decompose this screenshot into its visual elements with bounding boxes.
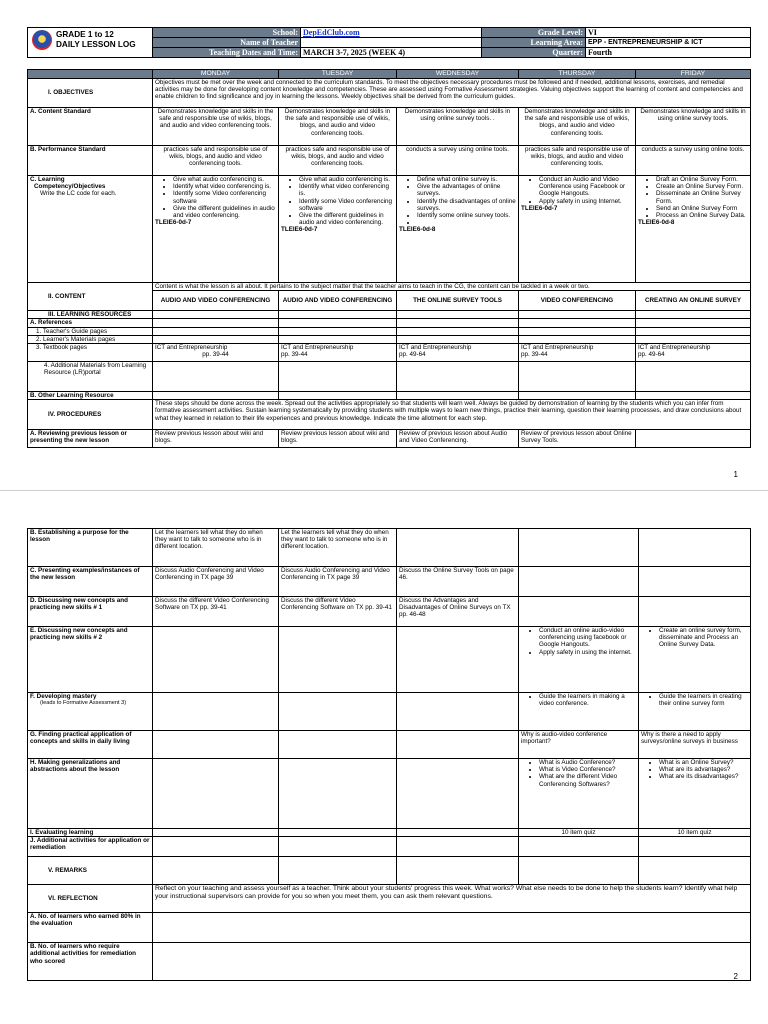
remarks-label: V. REMARKS <box>28 857 153 885</box>
content-topic-wed: THE ONLINE SURVEY TOOLS <box>397 291 519 311</box>
review-label: A. Reviewing previous lesson or presenting the new lesson <box>28 430 153 448</box>
generalization-label: H. Making generalizations and abstractions about the lesson <box>28 759 153 829</box>
day-friday: FRIDAY <box>636 70 751 79</box>
learning-resources-label: III. LEARNING RESOURCES <box>28 311 153 319</box>
generalization-thu: • What is Audio Conference? • What is Video Conference? • What are the different Video Conferencing Softwares? <box>519 759 639 829</box>
content-label: II. CONTENT <box>28 283 153 311</box>
header-blank <box>28 70 153 79</box>
discuss-1-fri <box>639 597 751 627</box>
dates-value: MARCH 3-7, 2025 (WEEK 4) <box>301 48 482 58</box>
lesson-table-page-2 <box>27 528 751 981</box>
learning-area-value: EPP - ENTREPRENEURSHIP & ICT <box>586 38 751 48</box>
procedures-label: IV. PROCEDURES <box>28 400 153 430</box>
performance-standard-thu: practices safe and responsible use of wikis, blogs, and audio and video conferencing tools. <box>519 146 636 176</box>
discuss-1-label: D. Discussing new concepts and practicing new skills # 1 <box>28 597 153 627</box>
additional-activities-label: J. Additional activities for application or remediation <box>28 837 153 857</box>
teacher-value <box>301 38 482 48</box>
lc-code: TLEIE6-0d-7 <box>281 226 318 234</box>
content-standard-mon: Demonstrates knowledge and skills in the safe and responsible use of wikis, blogs, and audio and video conferencing tools. <box>153 108 279 146</box>
generalization-fri: • What is an Online Survey? • What are its advantages? • What are its disadvantages? <box>639 759 751 829</box>
competency-list: • Draft an Online Survey Form. • Create an Online Survey Form. • Disseminate an Online Survey Form. • Send an Online Survey Form • Process an Online Survey Data. <box>638 176 748 219</box>
purpose-label: B. Establishing a purpose for the lesson <box>28 529 153 567</box>
school-label: School: <box>153 28 301 38</box>
references-label: A. References <box>28 319 153 327</box>
competency-list: • Give what audio conferencing is. • Identify what video conferencing is. • Identify some Video conferencing software • Give the different guidelines in audio and video conferencing. <box>155 176 276 219</box>
content-standard-tue: Demonstrates knowledge and skills in the safe and responsible use of wikis, blogs, and audio and video conferencing tools. <box>279 108 397 146</box>
learning-area-label: Learning Area: <box>482 38 586 48</box>
textbook-thu: ICT and Entrepreneurship pp. 39-44 <box>519 344 636 362</box>
mastery-fri: • Guide the learners in creating their online survey form <box>639 693 751 731</box>
content-standard-thu: Demonstrates knowledge and skills in the safe and responsible use of wikis, blogs, and audio and video conferencing tools. <box>519 108 636 146</box>
page-number: 2 <box>733 972 738 981</box>
school-link[interactable]: DepEdClub.com <box>301 28 482 38</box>
teacher-label: Name of Teacher <box>153 38 301 48</box>
discuss-2-fri: • Create an online survey form, disseminate and Process an Online Survey Data. <box>639 627 751 693</box>
content-topic-tue: AUDIO AND VIDEO CONFERENCING <box>279 291 397 311</box>
content-standard-label: A. Content Standard <box>28 108 153 146</box>
lesson-table-page-1 <box>27 69 751 448</box>
evaluating-fri: 10 item quiz <box>639 829 751 837</box>
purpose-wed <box>397 529 519 567</box>
quarter-value: Fourth <box>586 48 751 58</box>
examples-label: C. Presenting examples/instances of the new lesson <box>28 567 153 597</box>
lc-code: TLEIE6-0d-8 <box>399 226 436 234</box>
textbook-mon: ICT and Entrepreneurship pp. 39-44 <box>153 344 279 362</box>
discuss-1-wed: Discuss the Advantages and Disadvantages of Online Surveys on TX pp. 46-48 <box>397 597 519 627</box>
day-thursday: THURSDAY <box>519 70 636 79</box>
mastery-label: F. Developing mastery (leads to Formative Assessment 3) <box>28 693 153 731</box>
day-wednesday: WEDNESDAY <box>397 70 519 79</box>
other-resource-label: B. Other Learning Resource <box>28 392 153 400</box>
mastery-thu: • Guide the learners in making a video conference. <box>519 693 639 731</box>
competency-list: • Give what audio conferencing is. • Identify what video conferencing is. • Identify some Video conferencing software • Give the different guidelines in audio and video conferencing. <box>281 176 394 226</box>
examples-mon: Discuss Audio Conferencing and Video Conferencing in TX page 39 <box>153 567 279 597</box>
teachers-guide-label: 1. Teacher's Guide pages <box>28 327 153 335</box>
grade-level-value: VI <box>586 28 751 38</box>
objectives-text: Objectives must be met over the week and connected to the curriculum standards. To meet the objectives necessary procedures must be followed and if needed, additional lessons, exercises, and remedial activities may be done for developing content knowledge and competencies. These are assessed using Formative Assessment strategies. Valuing objectives support the learning of content and competencies and enable children to find significance and joy in learning the lessons. Weekly objectives shall be derived from the curriculum guides. <box>153 79 751 108</box>
purpose-thu <box>519 529 639 567</box>
examples-thu <box>519 567 639 597</box>
content-note: Content is what the lesson is all about. It pertains to the subject matter that the teacher aims to teach in the CG, the content can be tackled in a week or two. <box>153 283 751 291</box>
competency-list: • Define what online survey is. • Give the advantages of online surveys. • Identify the disadvantages of online surveys. • Identify some online survey tools. • <box>399 176 516 226</box>
review-thu: Review of previous lesson about Online Survey Tools. <box>519 430 636 448</box>
page-gap <box>0 490 768 523</box>
discuss-2-label: E. Discussing new concepts and practicing new skills # 2 <box>28 627 153 693</box>
discuss-1-thu <box>519 597 639 627</box>
grade-level-label: Grade Level: <box>482 28 586 38</box>
competency-tue <box>279 176 397 283</box>
review-mon: Review previous lesson about wiki and blogs. <box>153 430 279 448</box>
textbook-fri: ICT and Entrepreneurship pp. 49-64 <box>636 344 751 362</box>
performance-standard-label: B. Performance Standard <box>28 146 153 176</box>
earned-80-label: A. No. of learners who earned 80% in the evaluation <box>28 913 153 943</box>
page-1 <box>0 0 768 490</box>
lc-code: TLEIE6-0d-8 <box>638 219 675 227</box>
lc-code: TLEIE6-0d-7 <box>521 204 558 212</box>
examples-fri <box>639 567 751 597</box>
competency-list: • Conduct an Audio and Video Conference using Facebook or Google Hangouts. • Apply safety in using Internet. <box>521 176 633 205</box>
learners-materials-label: 2. Learner's Materials pages <box>28 335 153 343</box>
reflection-text: Reflect on your teaching and assess yourself as a teacher. Think about your students' progress this week. What works? What else needs to be done to help the students learn? Identify what help your instructional supervisors can provide for you so when you meet them, you can ask them relevant questions. <box>153 885 751 913</box>
practical-fri: Why is there a need to apply surveys/online surveys in business <box>639 731 751 759</box>
document-title: GRADE 1 to 12 DAILY LESSON LOG <box>56 30 136 49</box>
lc-code: TLEIE6-0d-7 <box>155 219 192 227</box>
header-info-table <box>27 27 751 58</box>
performance-standard-mon: practices safe and responsible use of wikis, blogs, and audio and video conferencing tools. <box>153 146 279 176</box>
practical-thu: Why is audio-video conference important? <box>519 731 639 759</box>
examples-tue: Discuss Audio Conferencing and Video Conferencing in TX page 39 <box>279 567 397 597</box>
purpose-mon: Let the learners tell what they do when they want to talk to someone who is in different location. <box>153 529 279 567</box>
content-topic-thu: VIDEO CONFERENCING <box>519 291 636 311</box>
discuss-1-tue: Discuss the different Video Conferencing Software on TX pp. 39-41 <box>279 597 397 627</box>
quarter-label: Quarter: <box>482 48 586 58</box>
review-wed: Review of previous lesson about Audio and Video Conferencing. <box>397 430 519 448</box>
review-tue: Review previous lesson about wiki and blogs. <box>279 430 397 448</box>
content-topic-mon: AUDIO AND VIDEO CONFERENCING <box>153 291 279 311</box>
purpose-tue: Let the learners tell what they do when they want to talk to someone who is in different location. <box>279 529 397 567</box>
day-monday: MONDAY <box>153 70 279 79</box>
content-topic-fri: CREATING AN ONLINE SURVEY <box>636 291 751 311</box>
competency-mon <box>153 176 279 283</box>
additional-materials-label: 4. Additional Materials from Learning Resource (LR)portal <box>28 362 153 392</box>
objectives-label: I. OBJECTIVES <box>28 79 153 108</box>
evaluating-thu: 10 item quiz <box>519 829 639 837</box>
content-standard-wed: Demonstrates knowledge and skills in using online survey tools. . <box>397 108 519 146</box>
practical-label: G. Finding practical application of concepts and skills in daily living <box>28 731 153 759</box>
procedures-text: These steps should be done across the week. Spread out the activities appropriately so that students will learn well. Always be guided by demonstration of learning by the students which you can infer from formative assessment activities. Sustain learning systematically by providing students with multiple ways to learn new things, practice their learning, question their learning processes, and draw conclusions about what they learned in relation to their life experiences and previous knowledge. Indicate the time allotment for each step. <box>153 400 751 430</box>
discuss-2-thu: • Conduct an online audio-video conferencing using facebook or Google Hangouts. • Apply safety in using the internet. <box>519 627 639 693</box>
competency-thu <box>519 176 636 283</box>
competency-fri <box>636 176 751 283</box>
textbook-wed: ICT and Entrepreneurship pp. 49-64 <box>397 344 519 362</box>
learning-competency-label: C. Learning Competency/Objectives Write the LC code for each. <box>28 176 153 283</box>
competency-wed <box>397 176 519 283</box>
page-2 <box>0 522 768 1024</box>
reflection-label: VI. REFLECTION <box>28 885 153 913</box>
review-fri <box>636 430 751 448</box>
textbook-tue: ICT and Entrepreneurship pp. 39-44 <box>279 344 397 362</box>
performance-standard-wed: conducts a survey using online tools. <box>397 146 519 176</box>
purpose-fri <box>639 529 751 567</box>
performance-standard-tue: practices safe and responsible use of wikis, blogs, and audio and video conferencing tools. <box>279 146 397 176</box>
page-number: 1 <box>733 470 738 479</box>
examples-wed: Discuss the Online Survey Tools on page 46. <box>397 567 519 597</box>
discuss-1-mon: Discuss the different Video Conferencing Software on TX pp. 39-41 <box>153 597 279 627</box>
evaluating-label: I. Evaluating learning <box>28 829 153 837</box>
title-cell <box>28 28 153 58</box>
remediation-label: B. No. of learners who require additional activities for remediation who scored <box>28 943 153 981</box>
dates-label: Teaching Dates and Time: <box>153 48 301 58</box>
performance-standard-fri: conducts a survey using online tools. <box>636 146 751 176</box>
day-tuesday: TUESDAY <box>279 70 397 79</box>
textbook-pages-label: 3. Textbook pages <box>28 344 153 362</box>
content-standard-fri: Demonstrates knowledge and skills in using online survey tools. <box>636 108 751 146</box>
